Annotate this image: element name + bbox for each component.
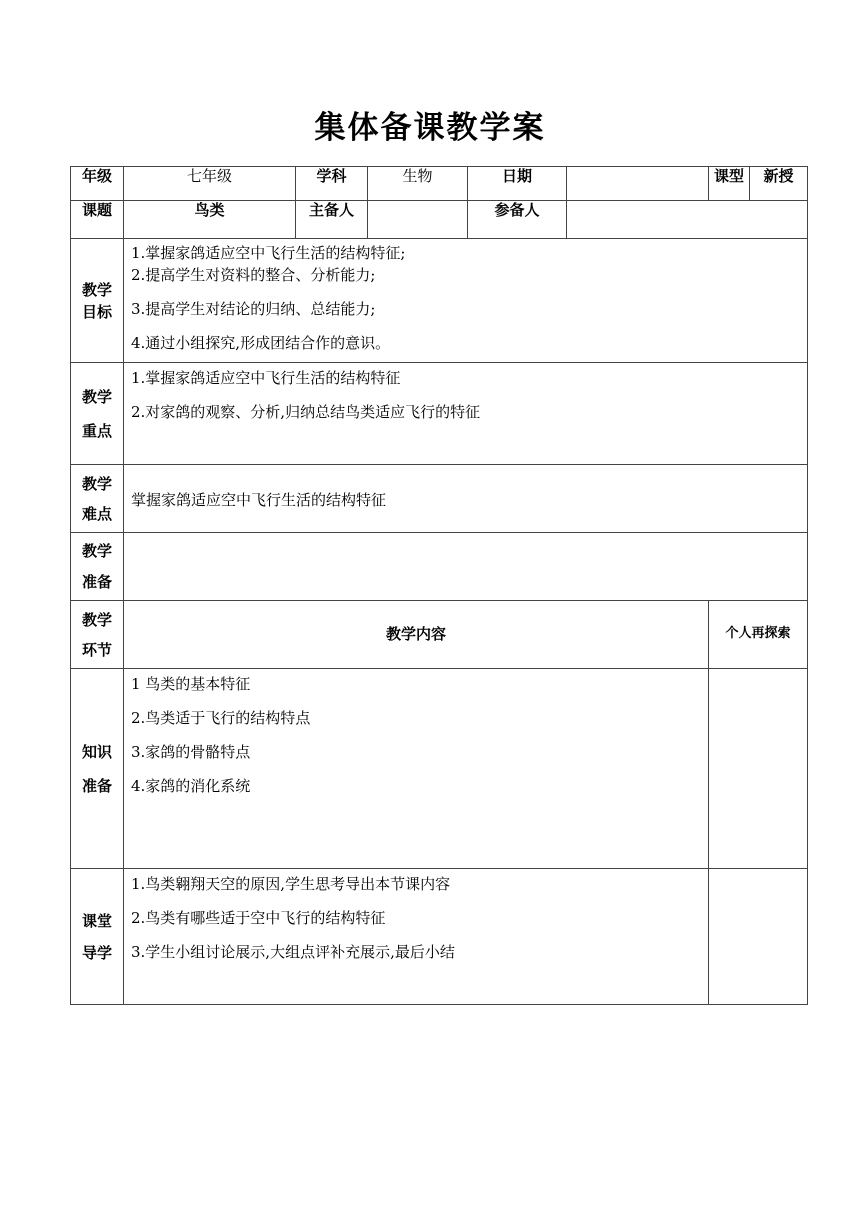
knowledge-item: 4.家鸽的消化系统: [131, 777, 251, 795]
grade-value-cell: [124, 167, 296, 201]
topic-label: 课题: [81, 201, 112, 219]
objectives-label-line1: 教学: [81, 280, 112, 299]
classroom-item: 3.学生小组讨论展示,大组点评补充展示,最后小结: [131, 943, 455, 961]
knowledge-label-line1: 知识: [81, 742, 112, 761]
key-points-label-cell: [71, 363, 124, 465]
explore-header: 个人再探索: [725, 626, 791, 642]
page-title: 集体备课教学案: [314, 110, 546, 146]
difficulties-label-line2: 难点: [81, 504, 112, 523]
type-label-cell: [709, 167, 750, 201]
date-label-cell: [468, 167, 567, 201]
key-point-item: 1.掌握家鸽适应空中飞行生活的结构特征: [131, 369, 401, 387]
explore-header-cell: [709, 601, 808, 669]
participants-label-cell: [468, 201, 567, 239]
preparation-label-cell: [71, 533, 124, 601]
key-points-content: [124, 363, 808, 465]
grade-label-cell: [71, 167, 124, 201]
classroom-content: [124, 869, 709, 1005]
grade-value: 七年级: [186, 167, 232, 185]
classroom-label-line1: 课堂: [81, 911, 112, 930]
objectives-label-line2: 目标: [81, 302, 112, 321]
knowledge-item: 3.家鸽的骨骼特点: [131, 743, 251, 761]
stages-label-cell: [71, 601, 124, 669]
objective-item: 1.掌握家鸽适应空中飞行生活的结构特征;: [131, 244, 406, 262]
type-value-cell: [750, 167, 808, 201]
knowledge-label-line2: 准备: [81, 776, 112, 795]
lesson-plan-table: [70, 166, 808, 1005]
topic-label-cell: [71, 201, 124, 239]
classroom-item: 2.鸟类有哪些适于空中飞行的结构特征: [131, 909, 386, 927]
date-value-cell: [567, 167, 709, 201]
type-value: 新授: [763, 167, 794, 185]
objectives-label-cell: [71, 239, 124, 363]
participants-value-cell: [567, 201, 808, 239]
classroom-explore-cell: [709, 869, 808, 1005]
objectives-content: [124, 239, 808, 363]
key-point-item: 2.对家鸽的观察、分析,归纳总结鸟类适应飞行的特征: [131, 403, 481, 421]
knowledge-item: 1 鸟类的基本特征: [131, 675, 251, 693]
grade-label: 年级: [81, 167, 112, 185]
date-label: 日期: [501, 167, 532, 185]
participants-label: 参备人: [494, 201, 540, 219]
classroom-label-cell: [71, 869, 124, 1005]
preparation-label-line1: 教学: [81, 541, 112, 560]
lead-label: 主备人: [308, 201, 354, 219]
difficulties-content: [124, 465, 808, 533]
key-points-label-line2: 重点: [81, 421, 112, 440]
lead-label-cell: [296, 201, 368, 239]
content-header: 教学内容: [385, 625, 446, 644]
subject-label-cell: [296, 167, 368, 201]
preparation-label-line2: 准备: [81, 572, 112, 591]
content-header-cell: [124, 601, 709, 669]
difficulties-label-line1: 教学: [81, 474, 112, 493]
classroom-item: 1.鸟类翱翔天空的原因,学生思考导出本节课内容: [131, 875, 451, 893]
preparation-content: [124, 533, 808, 601]
lead-value-cell: [368, 201, 468, 239]
knowledge-item: 2.鸟类适于飞行的结构特点: [131, 709, 311, 727]
stages-label-line1: 教学: [81, 610, 112, 629]
type-label: 课型: [713, 167, 744, 185]
subject-value-cell: [368, 167, 468, 201]
difficulties-label-cell: [71, 465, 124, 533]
objective-item: 2.提高学生对资料的整合、分析能力;: [131, 266, 376, 284]
knowledge-explore-cell: [709, 669, 808, 869]
subject-value: 生物: [402, 167, 433, 185]
subject-label: 学科: [316, 167, 347, 185]
stages-label-line2: 环节: [81, 640, 112, 659]
objective-item: 3.提高学生对结论的归纳、总结能力;: [131, 300, 376, 318]
knowledge-content: [124, 669, 709, 869]
objective-item: 4.通过小组探究,形成团结合作的意识。: [131, 334, 391, 352]
topic-value: 鸟类: [194, 201, 225, 219]
knowledge-label-cell: [71, 669, 124, 869]
classroom-label-line2: 导学: [81, 943, 112, 962]
key-points-label-line1: 教学: [81, 387, 112, 406]
topic-value-cell: [124, 201, 296, 239]
difficulty-text: 掌握家鸽适应空中飞行生活的结构特征: [131, 490, 387, 509]
